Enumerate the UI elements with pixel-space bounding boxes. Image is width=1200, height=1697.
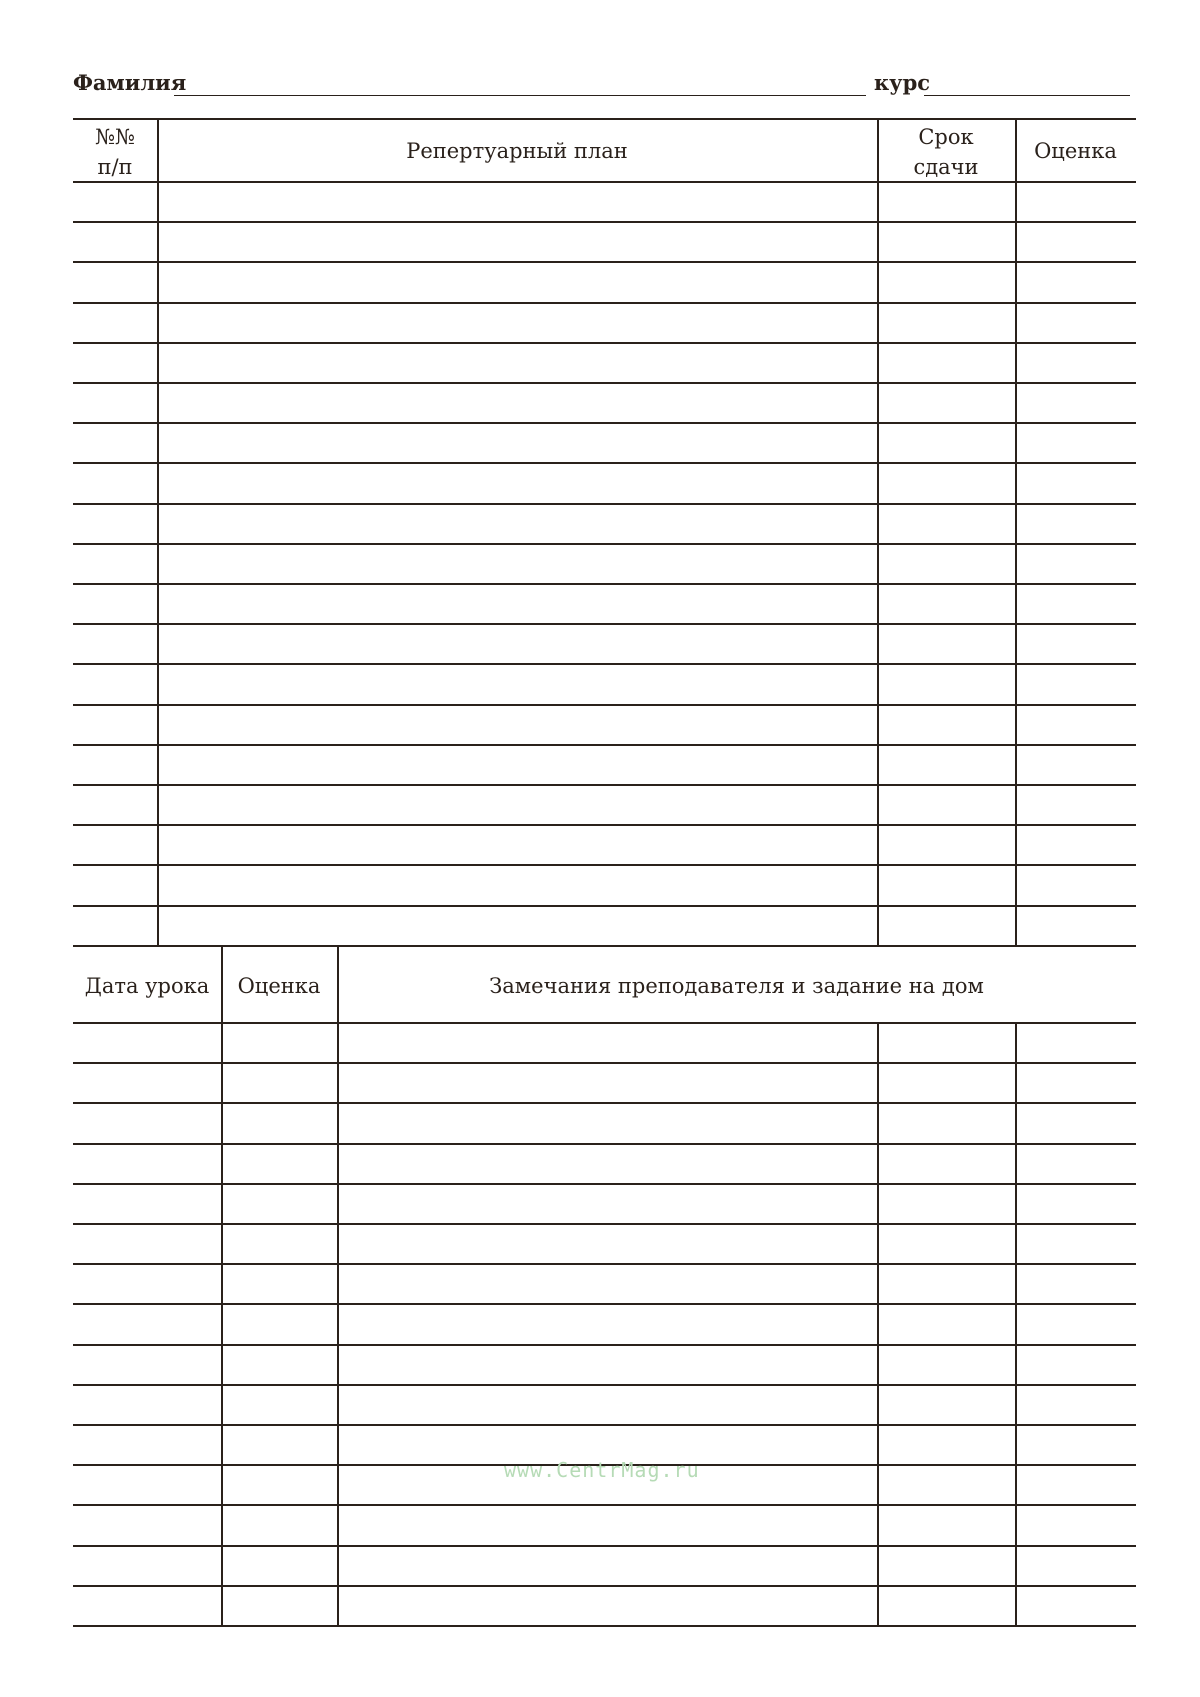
surname-fill-line <box>174 95 866 96</box>
table-row-line <box>73 663 1136 665</box>
header-bottom-border <box>73 1022 1136 1024</box>
table-row-line <box>73 382 1136 384</box>
table-row-line <box>73 945 1136 947</box>
table-row-line <box>73 905 1136 907</box>
table-row-line <box>73 1263 1136 1265</box>
table-row-line <box>73 1183 1136 1185</box>
table-row-line <box>73 462 1136 464</box>
table-row-line <box>73 342 1136 344</box>
header-bottom-border <box>73 181 1136 183</box>
table-row-line <box>73 1102 1136 1104</box>
column-divider <box>337 945 339 1625</box>
table-row-line <box>73 704 1136 706</box>
table-row-line <box>73 1143 1136 1145</box>
surname-label: Фамилия <box>73 70 187 95</box>
col-repertoire-plan: Репертуарный план <box>406 139 628 163</box>
table-row-line <box>73 1384 1136 1386</box>
column-divider <box>1015 118 1017 945</box>
col-deadline-line1: Срок <box>918 125 974 149</box>
col-number-line1: №№ <box>95 125 135 149</box>
table-row-line <box>73 744 1136 746</box>
table-row-line <box>73 221 1136 223</box>
column-divider <box>877 1022 879 1625</box>
course-fill-line <box>924 95 1130 96</box>
column-divider <box>221 945 223 1625</box>
table-row-line <box>73 1585 1136 1587</box>
col-lesson-date: Дата урока <box>84 974 210 998</box>
col-deadline-line2: сдачи <box>913 155 979 179</box>
table-row-line <box>73 864 1136 866</box>
column-divider <box>157 118 159 945</box>
table-row-line <box>73 1303 1136 1305</box>
table-row-line <box>73 503 1136 505</box>
table-row-line <box>73 1424 1136 1426</box>
table-row-line <box>73 1344 1136 1346</box>
table-row-line <box>73 1504 1136 1506</box>
table-row-line <box>73 543 1136 545</box>
course-label: курс <box>874 70 931 95</box>
table-row-line <box>73 623 1136 625</box>
table-row-line <box>73 1545 1136 1547</box>
table-row-line <box>73 1223 1136 1225</box>
table-row-line <box>73 824 1136 826</box>
col-number-line2: п/п <box>97 155 133 179</box>
watermark: www.CentrMag.ru <box>504 1458 700 1482</box>
table-row-line <box>73 1062 1136 1064</box>
table-row-line <box>73 784 1136 786</box>
table-row-line <box>73 302 1136 304</box>
table-row-line <box>73 422 1136 424</box>
table-row-line <box>73 261 1136 263</box>
col-teacher-remarks: Замечания преподавателя и задание на дом <box>489 974 984 998</box>
column-divider <box>877 118 879 945</box>
column-divider <box>1015 1022 1017 1625</box>
table-row-line <box>73 583 1136 585</box>
col-lesson-grade: Оценка <box>237 974 321 998</box>
table-top-border <box>73 118 1136 120</box>
col-grade: Оценка <box>1034 139 1117 163</box>
table-row-line <box>73 1625 1136 1627</box>
